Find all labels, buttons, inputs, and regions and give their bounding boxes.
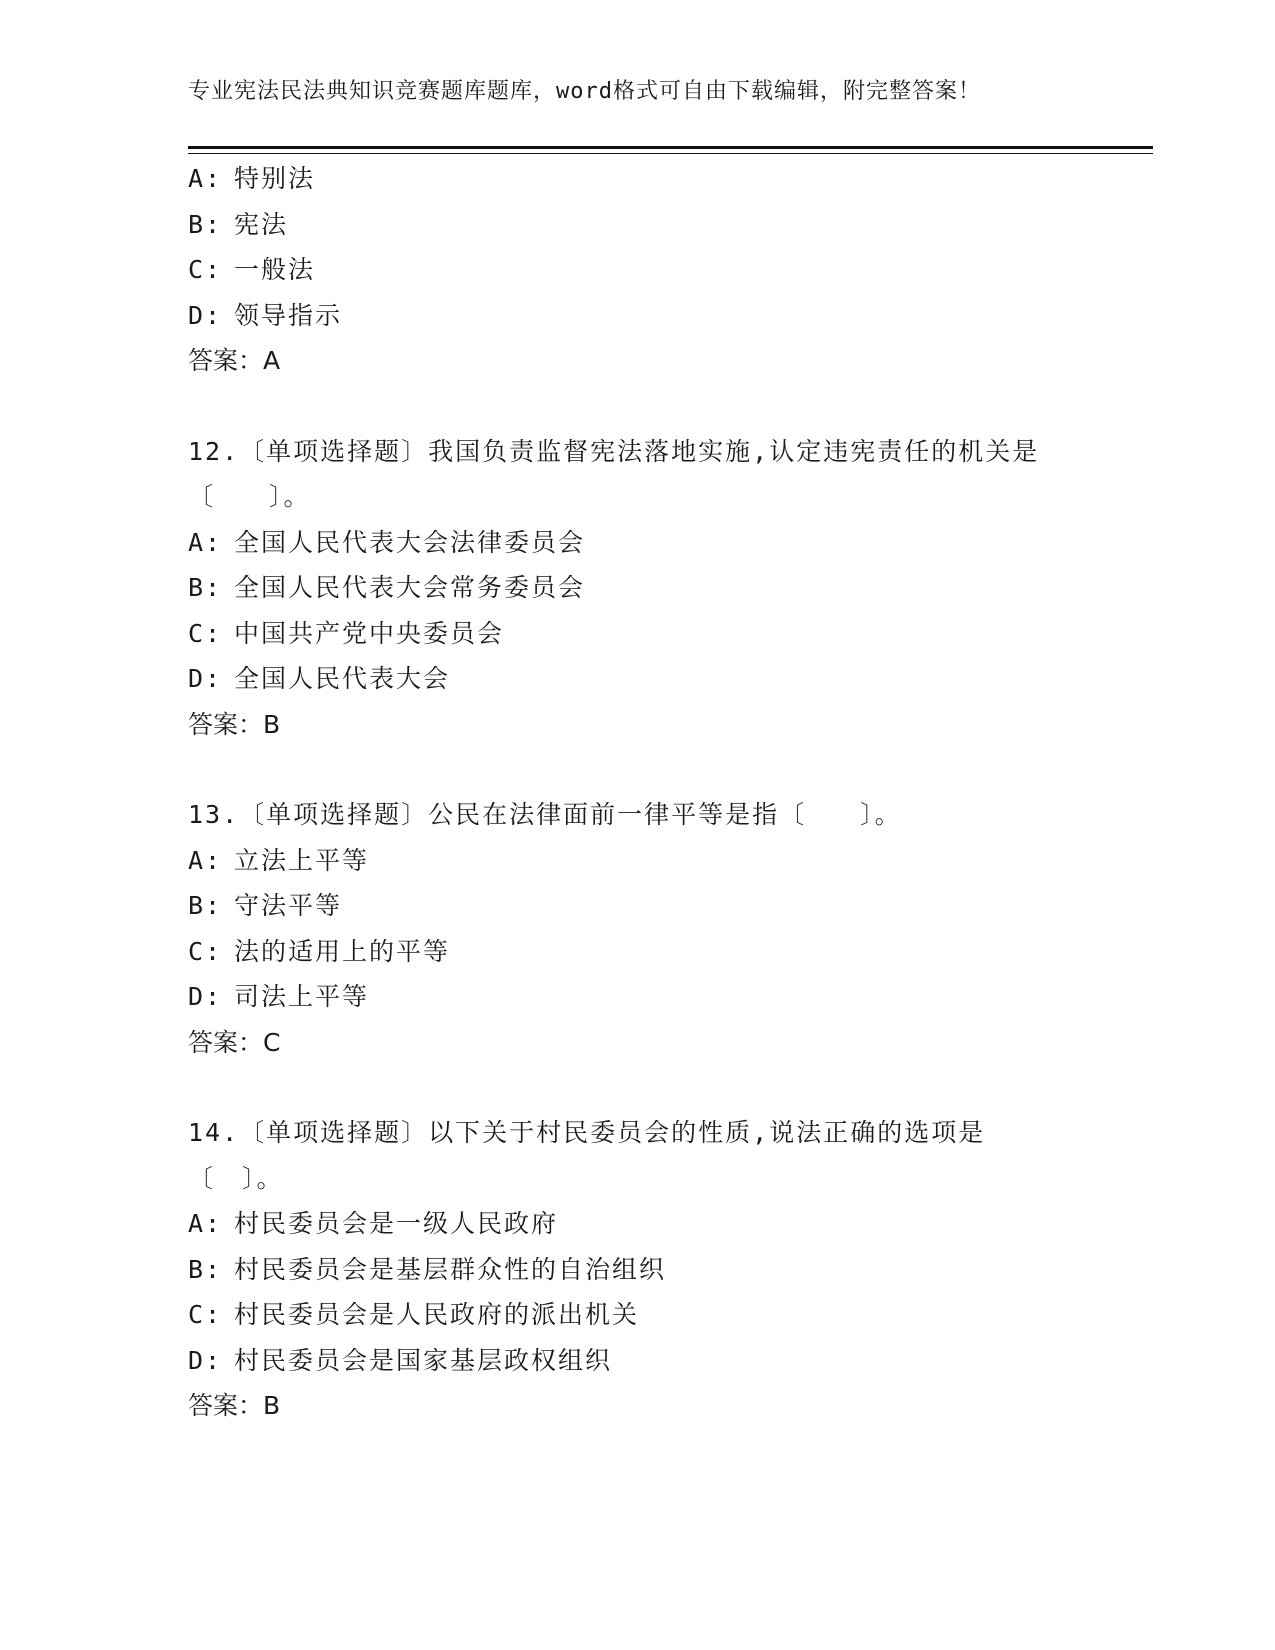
question-12 bbox=[188, 429, 1088, 748]
option-text: 全国人民代表大会常务委员会 bbox=[234, 573, 586, 602]
answer-line: 答案：B bbox=[188, 1391, 281, 1420]
question-list bbox=[188, 156, 1088, 1429]
option-text: 特别法 bbox=[234, 164, 316, 193]
question-14 bbox=[188, 1110, 1088, 1429]
spacer bbox=[188, 1065, 1088, 1110]
option-letter: C: bbox=[188, 936, 223, 966]
question-stem: 14.〔单项选择题〕以下关于村民委员会的性质,说法正确的选项是〔 〕。 bbox=[188, 1118, 986, 1193]
spacer bbox=[188, 747, 1088, 792]
option-letter: B: bbox=[188, 573, 223, 602]
option-text: 领导指示 bbox=[234, 300, 343, 330]
option-text: 村民委员会是国家基层政权组织 bbox=[234, 1345, 613, 1375]
option-letter: A: bbox=[188, 845, 223, 875]
page-header: 专业宪法民法典知识竞赛题库题库，word格式可自由下载编辑，附完整答案！ bbox=[188, 79, 981, 104]
prev-question bbox=[188, 156, 1088, 384]
option-text: 全国人民代表大会 bbox=[234, 664, 451, 693]
option-b bbox=[188, 565, 1088, 611]
option-letter: C: bbox=[188, 1300, 223, 1329]
option-a bbox=[188, 838, 1088, 884]
option-text: 村民委员会是人民政府的派出机关 bbox=[234, 1300, 640, 1329]
option-text: 村民委员会是一级人民政府 bbox=[234, 1209, 559, 1238]
question-stem: 12.〔单项选择题〕我国负责监督宪法落地实施,认定违宪责任的机关是〔 〕。 bbox=[188, 436, 1040, 511]
option-letter: A: bbox=[188, 1209, 223, 1238]
option-letter: B: bbox=[188, 1254, 223, 1284]
header-divider bbox=[188, 146, 1153, 154]
option-text: 中国共产党中央委员会 bbox=[234, 618, 505, 648]
option-letter: D: bbox=[188, 300, 223, 330]
option-d bbox=[188, 1338, 1088, 1384]
option-text: 司法上平等 bbox=[234, 982, 370, 1011]
option-b bbox=[188, 202, 1088, 248]
option-letter: B: bbox=[188, 891, 223, 920]
option-c bbox=[188, 1292, 1088, 1338]
option-d bbox=[188, 293, 1088, 339]
option-letter: D: bbox=[188, 1345, 223, 1375]
option-letter: B: bbox=[188, 209, 223, 239]
option-d bbox=[188, 656, 1088, 702]
answer-line: 答案：C bbox=[188, 1027, 281, 1057]
option-d bbox=[188, 974, 1088, 1020]
option-c bbox=[188, 929, 1088, 975]
option-text: 宪法 bbox=[234, 209, 289, 239]
option-c bbox=[188, 611, 1088, 657]
option-letter: C: bbox=[188, 255, 223, 284]
option-a bbox=[188, 156, 1088, 202]
option-b bbox=[188, 883, 1088, 929]
option-letter: A: bbox=[188, 164, 223, 193]
option-letter: D: bbox=[188, 982, 223, 1011]
answer-line: 答案：A bbox=[188, 346, 281, 375]
question-stem: 13.〔单项选择题〕公民在法律面前一律平等是指〔 〕。 bbox=[188, 800, 902, 829]
option-text: 法的适用上的平等 bbox=[234, 936, 451, 966]
option-b bbox=[188, 1247, 1088, 1293]
option-text: 村民委员会是基层群众性的自治组织 bbox=[234, 1254, 667, 1284]
spacer bbox=[188, 384, 1088, 429]
option-c bbox=[188, 247, 1088, 293]
option-letter: C: bbox=[188, 618, 223, 648]
option-letter: A: bbox=[188, 527, 223, 557]
option-a bbox=[188, 1201, 1088, 1247]
option-text: 守法平等 bbox=[234, 891, 343, 920]
option-a bbox=[188, 520, 1088, 566]
option-text: 立法上平等 bbox=[234, 845, 370, 875]
option-text: 全国人民代表大会法律委员会 bbox=[234, 527, 586, 557]
option-text: 一般法 bbox=[234, 255, 316, 284]
option-letter: D: bbox=[188, 664, 223, 693]
question-13 bbox=[188, 792, 1088, 1065]
answer-line: 答案：B bbox=[188, 709, 281, 739]
